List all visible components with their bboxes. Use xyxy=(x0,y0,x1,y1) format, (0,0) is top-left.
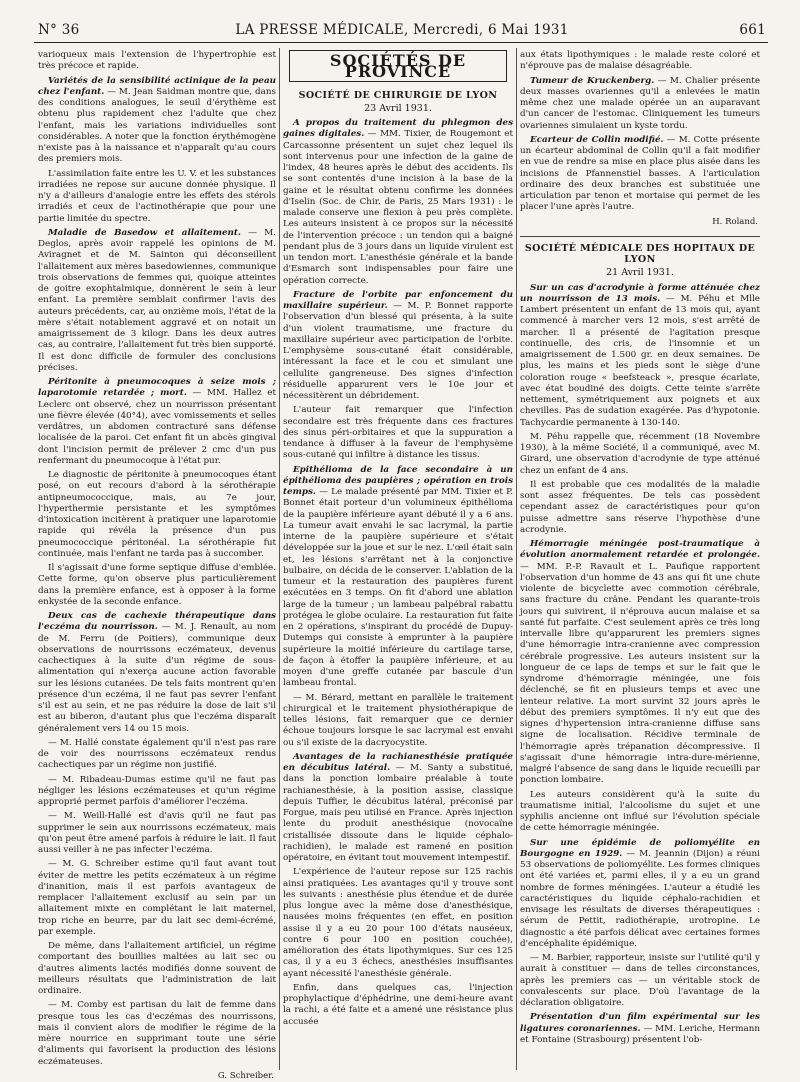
article-paragraph xyxy=(283,752,513,865)
paragraph: Il est probable que ces modalités de la maladie sont assez fréquentes. De tels cas possèdent cependant assez de caractéristiques pour qu'on puisse admettre sans réserve l'hypothèse d'une acrodynie. xyxy=(520,479,760,535)
article-body: — MM. Hallez et Leclerc ont observé, chez un nourrisson présentant une fièvre élevée (40°4), avec vomissements et selles verdâtres, un abdomen contracturé sans défense localisée de la paroi. Cet enfant fit un abcès gingival dont l'incision permit de prélever 2 cmc d'un pus renfermant du pneumocoque à l'état pur. xyxy=(38,388,276,466)
article-title: Péritonite à pneumocoques à seize mois ; laparotomie retardée ; mort. xyxy=(38,377,276,399)
article-paragraph xyxy=(520,76,760,132)
article-title: Tumeur de Kruckenberg. xyxy=(530,75,655,86)
article-body: — Le malade présenté par MM. Tixier et P. Bonnet était porteur d'un volumineux épithélioma de la paupière inférieure ayant débuté il y a 6 ans. La tumeur avait envahi le sac lacrymal, la partie interne de la paupière supérieure et s'était développée sur la joue et sur le nez. L'œil était sain et, les lésions s'arrêtant net à la conjonctive bulbaire, on décida de le conserver. L'ablation de la tumeur et la restauration des paupières furent exécutées en 3 temps. On fit d'abord une ablation large de la tumeur ; un lambeau palpébral rabattu protégea le globe oculaire. La restauration fut faite en 2 opérations, s'inspirant du procédé de Dupuy-Dutemps qui consiste à emprunter à la paupière supérieure la moitié inférieure du cartilage tarse, de façon à étoffer la paupière inférieure, et au moyen d'une greffe cutanée par bascule d'un lambeau frontal. xyxy=(283,487,513,689)
paragraph: aux états lipothymiques : le malade reste coloré et n'éprouve pas de malaise désagréable. xyxy=(520,50,760,72)
paragraph: — M. Comby est partisan du lait de femme dans presque tous les cas d'eczémas des nourrissons, mais il convient alors de modifier le régime de la mère nourrice en supprimant toute une série d'aliments qui favorisent la production des lésions eczémateuses. xyxy=(38,1000,276,1067)
paragraph: L'auteur fait remarquer que l'infection secondaire est très fréquente dans ces fractures des sinus péri-orbitaires et que la suppuration a tendance à diffuser à la faveur de l'emphysème sous-cutané qui infiltre à distance les tissus. xyxy=(283,405,513,461)
article-paragraph xyxy=(283,290,513,403)
paragraph: — M. Hallé constate également qu'il n'est pas rare de voir des nourrissons eczémateux rendus cachectiques par un régime non justifié. xyxy=(38,737,276,771)
article-body: — M. Jeannin (Dijon) a réuni 53 observations de poliomyélite. Les formes cliniques ont été variées et, parmi elles, il y a eu un grand nombre de formes méningées. L'auteur a étudié les caractéristiques du liquide céphalo-rachidien et envisage les résultats de diverses thérapeutiques : sérum de Pettit, radiothérapie, urotropine. Le diagnostic a été parfois délicat avec certaines formes d'encéphalite épidémique. xyxy=(520,848,760,949)
article-body: — M. Péhu et Mlle Lambert présentent un enfant de 13 mois qui, ayant commencé à marcher vers 12 mois, s'est arrêté de marcher. Il a présenté de l'agitation presque continuelle, des cris, de l'insomnie et un amaigrissement de 1.500 gr. en deux semaines. De plus, les mains et les pieds sont le siège d'une coloration rouge « beefsteack », presque écarlate, avec état boudiné des doigts. Cette teinte s'arrête nettement, symétriquement aux poignets et aux chevilles. Pas de sudation exagérée. Pas d'hypotonie. Tachycardie permanente à 130-140. xyxy=(520,293,760,428)
column-divider xyxy=(279,48,280,1070)
article-body: — M. Chalier présente deux masses ovariennes qu'il a enlevées le matin même chez une malade opérée un an auparavant d'un cancer de l'estomac. Cliniquement les tumeurs ovariennes simulaient un kyste tordu. xyxy=(520,75,760,131)
signature: G. Schreiber. xyxy=(217,1070,274,1081)
article-title: A propos du traitement du phlegmon des gaines digitales. xyxy=(283,118,513,140)
article-paragraph xyxy=(520,539,760,787)
article-title: Epithélioma de la face secondaire à un épithélioma des paupières ; opération en trois temps. xyxy=(283,464,513,497)
article-body: — MM. P.-P. Ravault et L. Paufique rapportent l'observation d'un homme de 43 ans qui fit une chute violente de bicyclette avec commotion cérébrale, sans fracture du crâne. Pendant les quarante-trois jours qui suivirent, il n'éprouva aucun malaise et sa santé fut parfaite. C'est seulement après ce très long intervalle libre qu'apparurent les premiers signes d'une hémorragie intra-cranienne avec compression cérébrale progressive. Les auteurs insistent sur la longueur de ce laps de temps et sur le fait que le syndrome d'hémorragie méningée, une fois déclenché, se fit en plusieurs temps et avec une lenteur relative. La mort survint 32 jours après le début des premiers symptômes. Il n'y eut que des signes d'hypertension intra-cranienne diffuse sans signe de localisation. Récidive terminale de l'hémorragie après trépanation décompressive. Il s'agissait d'une hémorragie intra-dure-mérienne, malgré l'absence de sang dans le liquide recueilli par ponction lombaire. xyxy=(520,561,760,786)
column-divider xyxy=(516,48,517,1070)
article-paragraph xyxy=(283,465,513,690)
paragraph: — M. Bérard, mettant en parallèle le traitement chirurgical et le traitement physiothérapique de telles lésions, fait remarquer que ce dernier échoue toujours lorsque le sac lacrymal est envahi ou s'il existe de la dacryocystite. xyxy=(283,692,513,748)
article-body: — M. Santy a substitué, dans la ponction lombaire préalable à toute rachianesthésie, à la position assise, classique depuis Tuffier, le décubitus latéral, préconisé par Forgue, mais peu utilisé en France. Après injection lente du produit anesthésique (novocaïne cristallisée dissoute dans le liquide céphalo-rachidien), le malade est ramené en position opératoire, en évitant tout mouvement intempestif. xyxy=(283,763,513,863)
article-title: Présentation d'un film expérimental sur les ligatures coronariennes. xyxy=(520,1012,760,1034)
session-date: 21 Avril 1931. xyxy=(606,267,674,279)
session-date: 23 Avril 1931. xyxy=(364,102,432,114)
article-title: Variétés de la sensibilité actinique de la peau chez l'enfant. xyxy=(38,75,276,97)
article-paragraph xyxy=(38,377,276,467)
article-title: Fracture de l'orbite par enfoncement du maxillaire supérieur. xyxy=(283,289,513,311)
paragraph: varioqueux mais l'extension de l'hypertrophie est très précoce et rapide. xyxy=(38,50,276,72)
society-heading: SOCIÉTÉ DE CHIRURGIE DE LYON xyxy=(298,89,498,101)
paragraph: L'assimilation faite entre les U. V. et les substances irradiées ne repose sur aucune donnée physique. Il n'y a d'ailleurs d'analogie entre les effets des stérols irradiés et ceux de l'actinothérapie que pour une partie limitée du spectre. xyxy=(38,168,276,224)
article-paragraph xyxy=(520,283,760,429)
issue-number: N° 36 xyxy=(38,22,80,38)
page-number: 661 xyxy=(739,22,766,38)
article-body: — MM. Leriche, Hermann et Fontaine (Strasbourg) présentent l'ob- xyxy=(520,1023,760,1045)
column-left xyxy=(38,50,276,1081)
article-paragraph xyxy=(520,135,760,214)
article-body: — M. Deglos, après avoir rappelé les opinions de M. Aviragnet et de M. Sainton qui déconseillent l'allaitement aux mères basedowiennes, communique trois observations de femmes qui, quoique atteintes de goitre exophtalmique, donnèrent le sein à leur enfant. La première semblait confirmer l'avis des auteurs précédents, car, au onzième mois, l'état de la mère s'était notablement aggravé et on notait un amaigrissement de 3 kilogr. Dans les deux autres cas, au contraire, l'allaitement fut très bien supporté. Il est donc difficile de formuler des conclusions précises. xyxy=(38,227,276,373)
article-paragraph xyxy=(520,838,760,951)
paragraph: De même, dans l'allaitement artificiel, un régime comportant des bouillies maltées au lait sec ou d'autres aliments lactés modifiés donne souvent de meilleurs résultats que l'administration de lait ordinaire. xyxy=(38,941,276,996)
page-header xyxy=(38,22,766,40)
paragraph: Les auteurs considèrent qu'à la suite du traumatisme initial, l'alcoolisme du sujet et une syphilis ancienne ont influé sur l'évolution spéciale de cette hémorragie méningée. xyxy=(520,789,760,834)
paragraph: Le diagnostic de péritonite à pneumocoques étant posé, on eut recours d'abord à la sérothérapie antipneumococcique, mais, au 7e jour, l'hyperthermie persistante et les symptômes d'intoxication incitèrent à pratiquer une laparotomie rapide qui révéla la présence d'un pus pneumococcique péritonéal. La sérothérapie fut continuée, mais l'enfant ne tarda pas à succomber. xyxy=(38,470,276,559)
article-title: Ecarteur de Collin modifié. xyxy=(530,134,664,145)
paragraph: — M. Ribadeau-Dumas estime qu'il ne faut pas négliger les lésions eczémateuses et qu'un régime approprié permet parfois d'améliorer l'eczéma. xyxy=(38,774,276,807)
signature: H. Roland. xyxy=(712,216,758,227)
article-body: — M. Cotte présente un écarteur abdominal de Collin qu'il a fait modifier en vue de rendre sa mise en place plus aisée dans les incisions de Pfannenstiel basses. A l'articulation ordinaire des deux branches est substituée une articulation par tenon et mortaise qui permet de les placer l'une après l'autre. xyxy=(520,134,760,213)
article-paragraph xyxy=(38,611,276,735)
society-heading: SOCIÉTÉ MÉDICALE DES HOPITAUX DE LYON xyxy=(520,236,760,266)
article-paragraph xyxy=(520,1012,760,1046)
article-title: Avantages de la rachianesthésie pratiquée en décubitus latéral. xyxy=(283,751,513,773)
article-body: — M. Jean Saidman montre que, dans des conditions analogues, le seuil d'érythème est obtenu plus rapidement chez l'adulte que chez l'enfant, mais les variations individuelles sont considérables. A noter que la fonction érythémogène n'existe pas à la naissance et n'apparaît qu'au cours des premiers mois. xyxy=(38,86,276,165)
paragraph: L'expérience de l'auteur repose sur 125 rachis ainsi pratiquées. Les avantages qu'il y trouve sont les suivants : anesthésie plus étendue et de durée plus longue avec la même dose d'anesthésique, nausées moins fréquentes (en effet, en position assise il y a eu 20 pour 100 d'états nauséeux, contre 6 pour 100 en position couchée), amélioration des états lipothymiques. Sur ces 125 cas, il y a eu 3 échecs, anesthésies insuffisantes ayant nécessité l'anesthésie générale. xyxy=(283,867,513,979)
paragraph: — M. G. Schreiber estime qu'il faut avant tout éviter de mettre les petits eczémateux à un régime d'inanition, mais il est parfois avantageux de remplacer l'allaitement exclusif au sein par un allaitement mixte en complétant le lait maternel, trop riche en beurre, par du lait sec demi-écrémé, par exemple. xyxy=(38,859,276,937)
paragraph: Il s'agissait d'une forme septique diffuse d'emblée. Cette forme, qu'on observe plus particulièrement dans la première enfance, est à opposer à la forme enkystée de la seconde enfance. xyxy=(38,563,276,607)
column-middle xyxy=(283,50,513,1070)
paragraph: M. Péhu rappelle que, récemment (18 Novembre 1930), à la même Société, il a communiqué, avec M. Girard, une observation d'acrodynie de type atténué chez un enfant de 4 ans. xyxy=(520,431,760,476)
paragraph: — M. Barbier, rapporteur, insiste sur l'utilité qu'il y aurait à constituer — dans de telles circonstances, après les premiers cas — un véritable stock de convalescents sur place. D'où l'avantage de la déclaration obligatoire. xyxy=(520,953,760,1008)
article-title: Sur une épidémie de poliomyélite en Bourgogne en 1929. xyxy=(520,837,760,859)
article-title: Deux cas de cachexie thérapeutique dans l'eczéma du nourrisson. xyxy=(38,611,276,633)
article-title: Hémorragie méningée post-traumatique à évolution anormalement retardée et prolongée. xyxy=(520,539,760,561)
article-paragraph xyxy=(38,228,276,374)
header-rule xyxy=(34,42,768,43)
article-title: Sur un cas d'acrodynie à forme atténuée chez un nourrisson de 13 mois. xyxy=(520,282,760,304)
journal-title: LA PRESSE MÉDICALE, Mercredi, 6 Mai 1931 xyxy=(235,22,569,38)
article-body: — MM. Tixier, de Rougemont et Carcassonne présentent un sujet chez lequel ils sont intervenus pour une infection de la gaine de l'index, 48 heures après le début des accidents. Ils se sont contentés d'une incision à la base de la gaine et le résultat obtenu confirme les données d'Iselin (Soc. de Chir. de Paris, 25 Mars 1931) : le malade conserve une flexion à peu près complète. Les auteurs insistent à ce propos sur la nécessité de l'intervention précoce : un tendon qui a baigné pendant plus de 3 jours dans un liquide virulent est un tendon mort. L'anesthésie générale et la bande d'Esmarch sont indispensables pour faire une opération correcte. xyxy=(283,129,513,286)
article-body: — M. J. Renault, au nom de M. Ferru (de Poitiers), communique deux observations de nourrissons eczémateux, devenus cachectiques à la suite d'un régime de sous-alimentation qui n'exerça aucune action favorable sur les lésions cutanées. De tels faits montrent qu'en présence d'un eczéma, il ne faut pas sevrer l'enfant s'il est au sein, et ne pas réduire la dose de lait s'il est au biberon, d'autant plus que l'eczéma disparaît généralement vers 14 ou 15 mois. xyxy=(38,622,276,734)
column-right xyxy=(520,50,760,1070)
paragraph: Enfin, dans quelques cas, l'injection prophylactique d'éphédrine, une demi-heure avant la rachi, a été faite et a amené une résistance plus accusée xyxy=(283,982,513,1027)
paragraph: — M. Weill-Hallé est d'avis qu'il ne faut pas supprimer le sein aux nourrissons eczémateux, mais qu'on peut être amené parfois à réduire le lait. Il faut aussi veiller à ne pas infecter l'eczéma. xyxy=(38,811,276,855)
section-banner: SOCIÉTÉS DE PROVINCE xyxy=(289,50,507,82)
article-paragraph xyxy=(283,118,513,287)
article-title: Maladie de Basedow et allaitement. xyxy=(48,227,241,238)
article-body: — M. P. Bonnet rapporte l'observation d'un blessé qui présenta, à la suite d'un violent traumatisme, une fracture du maxillaire supérieur avec participation de l'orbite. L'emphysème sous-cutané était considérable, intéressant la face et le cou et simulant une cellulite gangreneuse. Des signes d'infection résiduelle apparurent vers le 10e jour et nécessitèrent un débridement. xyxy=(283,301,513,401)
article-paragraph xyxy=(38,76,276,166)
